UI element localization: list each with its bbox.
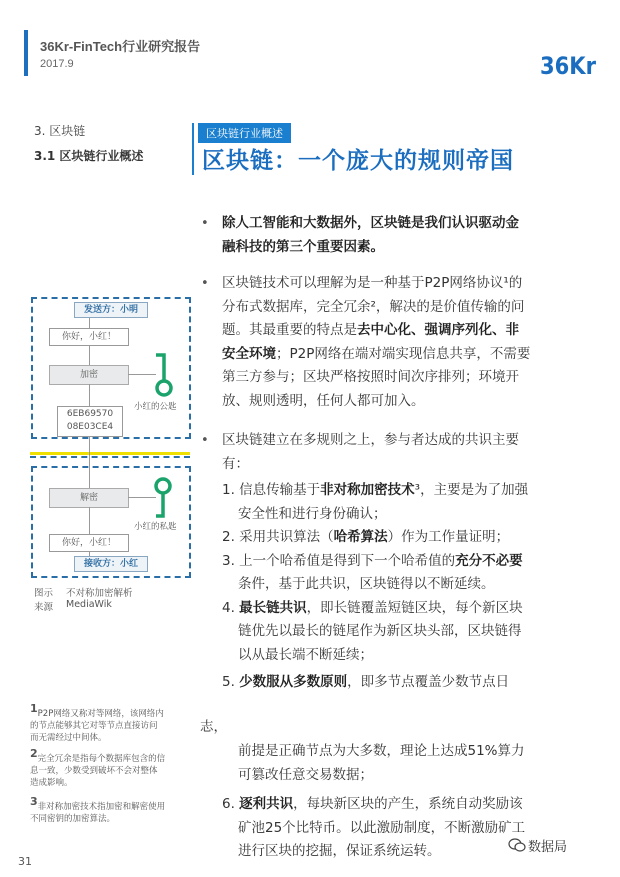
item-6-text-a: 6. (222, 796, 240, 812)
36kr-logo (538, 44, 600, 88)
connector-3 (89, 384, 90, 406)
item-5-text-a: 5. (222, 674, 240, 690)
p3-line-2: 有： (222, 455, 249, 472)
item-4-line-3: 以从最长端不断延续； (238, 646, 373, 663)
bullet-2-glyph: • (201, 276, 209, 291)
footnote-1 (30, 703, 200, 744)
paragraph-2 (222, 272, 530, 413)
footnote-2-line-3: 造成影响。 (30, 777, 73, 788)
figure-caption: 不对称加密解析 (66, 588, 133, 599)
item-4-line-2: 链优先以最长的链尾作为新区块头部，区块链得 (238, 623, 522, 639)
item-1-line-2: 安全性和进行身份确认； (238, 505, 387, 522)
page-number: 31 (18, 855, 32, 868)
p2-line-2: 分布式数据库，完全冗余²，解决的是价值传输的问 (222, 298, 525, 315)
item-1-text-c: ³，主要是为了加强 (414, 482, 529, 498)
item-2-text-c: ）作为工作量证明； (387, 529, 510, 545)
item-1-line-1 (222, 479, 528, 503)
footnote-2-line-1: 完全冗余是指每个数据库包含的信 (37, 753, 166, 764)
p2-line-5: 第三方参与；区块严格按照时间次序排列；环境开 (222, 369, 519, 385)
receiver-label: 接收方：小红 (74, 556, 148, 572)
footnote-3-number: 3 (30, 795, 38, 808)
public-key-label: 小红的公匙 (134, 402, 177, 412)
footnote-1-line-3: 而无需经过中间体。 (30, 732, 107, 743)
item-6-line-1 (222, 793, 525, 817)
p2-line-6: 放、规则透明，任何人都可加入。 (222, 392, 425, 409)
footnote-1-line-2: 的节点能够其它对等节点直接访问 (30, 720, 158, 731)
item-1-bold: 非对称加密技术 (320, 482, 415, 498)
ciphertext-box (57, 406, 123, 437)
header-accent-bar (24, 30, 28, 76)
connector-1 (89, 318, 90, 328)
p3-line-1: 区块链建立在多规则之上，参与者达成的共识主要 (222, 432, 519, 448)
item-5-bold: 少数服从多数原则 (239, 674, 348, 690)
item-5-cont (238, 740, 525, 787)
p2-line-4-text: ；P2P网络在端对端实现信息共享，不需要 (276, 345, 531, 362)
item-6-line-2: 矿池25个比特币。以此激励制度，不断激励矿工 (238, 819, 526, 836)
main-title: 区块链：一个庞大的规则帝国 (202, 148, 514, 174)
item-3-line-1 (222, 550, 528, 574)
cipher-line-2: 08E03CE4 (66, 422, 114, 432)
footnote-3 (30, 796, 200, 825)
item-5-text-c: ，即多节点覆盖少数节点日 (347, 674, 510, 690)
cipher-line-1: 6EB69570 (66, 409, 114, 419)
decrypt-box: 解密 (49, 488, 129, 508)
p2-line-3 (222, 319, 530, 343)
footnote-2-number: 2 (30, 747, 38, 760)
figure-source-label: 来源 (34, 602, 54, 613)
footnote-1-number: 1 (30, 702, 38, 715)
item-5-line-4: 可篡改任意交易数据； (238, 766, 373, 783)
report-title: 36Kr-FinTech行业研究报告 (40, 39, 201, 54)
item-2 (222, 526, 528, 550)
figure-source: MediaWik (66, 599, 112, 610)
item-3-bold: 充分不必要 (455, 552, 523, 569)
report-date: 2017.9 (40, 58, 74, 70)
section-number-title: 3. 区块链 (34, 124, 86, 138)
item-6-line-3: 进行区块的挖掘，保证系统运转。 (238, 843, 441, 859)
item-4-line-1 (222, 597, 528, 621)
item-3-text-a: 3. 上一个哈希值是得到下一个哈希值的 (222, 552, 456, 569)
bullet-1-glyph: • (201, 216, 209, 231)
encrypt-box: 加密 (49, 365, 129, 385)
footnote-2 (30, 748, 200, 789)
paragraph-3 (222, 429, 519, 476)
public-key-icon (152, 352, 174, 398)
item-3-line-2: 条件，基于此共识，区块链得以不断延续。 (238, 576, 495, 592)
bullet-3-glyph: • (201, 433, 209, 448)
figure-caption-label: 图示 (34, 588, 54, 599)
footnote-3-line-2: 不同密钥的加密算法。 (30, 813, 116, 824)
connector-2 (89, 345, 90, 365)
p2-line-1: 区块链技术可以理解为是一种基于P2P网络协议¹的 (222, 275, 523, 291)
watermark: 数据局 (528, 840, 568, 855)
footnote-3-line-1: 非对称加密技术指加密和解密使用 (37, 801, 166, 812)
footnote-1-line-1: P2P网络又称对等网络，该网络内 (37, 708, 164, 719)
item-5-line-2: 志， (200, 719, 227, 735)
private-key-label: 小红的私匙 (134, 522, 177, 532)
subsection-title: 3.1 区块链行业概述 (34, 149, 144, 163)
connector-4 (89, 436, 90, 488)
section-tag: 区块链行业概述 (198, 123, 291, 143)
sender-label: 发送方：小明 (74, 302, 148, 318)
p1-line-2: 融科技的第三个重要因素。 (222, 238, 384, 255)
wechat-icon (508, 838, 526, 852)
channel-yellow-line (30, 452, 190, 455)
svg-text:36Kr: 36Kr (540, 52, 597, 80)
footnote-2-line-2: 息一致，少数受到破坏不会对整体 (30, 765, 158, 776)
p1-line-1: 除人工智能和大数据外，区块链是我们认识驱动金 (222, 215, 519, 231)
decrypted-message: 你好，小红！ (49, 534, 129, 552)
item-2-bold: 哈希算法 (333, 529, 388, 545)
item-6-text-c: ，每块新区块的产生，系统自动奖励该 (293, 796, 523, 812)
paragraph-1 (222, 212, 519, 259)
private-key-icon (152, 476, 174, 520)
item-5-line-1 (222, 671, 528, 695)
item-4-text-a: 4. (222, 599, 240, 616)
item-4-text-c: ，即长链覆盖短链区块，每个新区块 (306, 599, 523, 616)
title-accent-bar (192, 123, 194, 175)
p2-line-3-bold: 去中心化、强调序列化、非 (357, 322, 519, 338)
p2-line-4-bold: 安全环境 (222, 345, 276, 362)
channel-dashed-line (30, 456, 190, 458)
item-1-text-a: 1. 信息传输基于 (222, 482, 321, 498)
item-2-text-a: 2. 采用共识算法（ (222, 529, 334, 545)
connector-5 (89, 507, 90, 534)
plaintext-message: 你好，小红！ (49, 328, 129, 346)
consensus-list (222, 479, 528, 695)
item-4-bold: 最长链共识 (239, 599, 307, 616)
p2-line-3-text: 题。其最重要的特点是 (222, 322, 357, 338)
item-5-line-3: 前提是正确节点为大多数，理论上达成51%算力 (238, 743, 525, 759)
item-6 (222, 793, 525, 864)
item-6-bold: 逐利共识 (239, 796, 294, 812)
p2-line-4 (222, 343, 530, 367)
